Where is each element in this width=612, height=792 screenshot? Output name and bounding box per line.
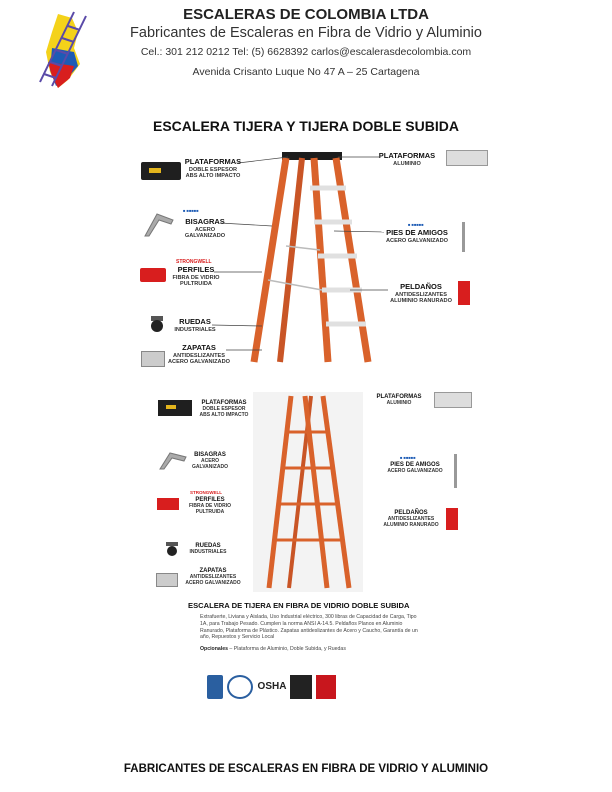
plataforma-aluminio-image-2: [434, 392, 472, 408]
cert-logo-1: [207, 675, 223, 699]
plataformas-right-label: PLATAFORMAS ALUMINIO: [378, 151, 436, 167]
bisagras-label: BISAGRAS ACERO GALVANIZADO: [184, 217, 226, 240]
company-tagline: Fabricantes de Escaleras en Fibra de Vidrio y Aluminio: [130, 25, 482, 41]
optional-label: Opcionales: [200, 646, 228, 652]
description-optional: [200, 646, 424, 652]
footer-text: FABRICANTES DE ESCALERAS EN FIBRA DE VIDRIO Y ALUMINIO: [123, 763, 489, 775]
cert-logo-2: [227, 675, 253, 699]
strongwell-logo: STRONGWELL: [176, 259, 212, 265]
page-title: ESCALERA TIJERA Y TIJERA DOBLE SUBIDA: [153, 118, 459, 134]
zapatas-label-2: ZAPATAS ANTIDESLIZANTES ACERO GALVANIZADO: [185, 568, 241, 586]
cert-logo-4: [290, 675, 312, 699]
strongwell-logo-2: STRONGWELL: [190, 490, 222, 495]
contact-line: Cel.: 301 212 0212 Tel: (5) 6628392 carlos@escalerasdecolombia.com: [140, 46, 472, 58]
pies-brand-small: ■ ■■■■■: [408, 222, 424, 227]
plataformas-right-label-2: PLATAFORMAS ALUMINIO: [376, 394, 422, 406]
plataformas-left-label-2: PLATAFORMAS DOBLE ESPESOR ABS ALTO IMPACTO: [199, 400, 249, 418]
ruedas-label-2: RUEDAS INDUSTRIALES: [189, 543, 227, 555]
stepladder-image-double: [253, 392, 363, 592]
cert-logo-osha: OSHA: [257, 681, 287, 692]
pies-amigos-label-2: PIES DE AMIGOS ACERO GALVANIZADO: [387, 462, 443, 474]
bisagras-label-2: BISAGRAS ACERO GALVANIZADO: [192, 452, 228, 470]
address-line: Avenida Crisanto Luque No 47 A – 25 Cartagena: [192, 66, 420, 78]
company-name: ESCALERAS DE COLOMBIA LTDA: [183, 6, 429, 23]
ruedas-label: RUEDAS INDUSTRIALES: [174, 317, 216, 333]
description-body: Extrafuerte, Liviana y Aislada, Uso Industrial eléctrico, 300 libras de Capacidad de Carga, Tipo 1A, para Trabajo Pesado. Cumplen la norma ANSI A-14.5. Peldaños Planos en Aluminio Ranurado, Plataforma de Plástico. Zapatas antideslizantes de Acero y Caucho, Garantía de un año, Repuestos y Servicio Local: [200, 614, 418, 641]
plataforma-abs-image-2: [158, 400, 192, 416]
zapata-image-2: [156, 573, 178, 587]
cert-logo-5: [316, 675, 336, 699]
pies-amigos-label: PIES DE AMIGOS ACERO GALVANIZADO: [386, 228, 448, 244]
perfil-image-2: [157, 498, 179, 510]
perfiles-brand-small: ■ ■■■■■: [183, 208, 199, 213]
pies-brand-small-2: ■ ■■■■■: [400, 455, 416, 460]
zapatas-label: ZAPATAS ANTIDESLIZANTES ACERO GALVANIZADO: [168, 343, 230, 366]
peldano-image-2: [446, 508, 458, 530]
peldanos-label-2: PELDAÑOS ANTIDESLIZANTES ALUMINIO RANURADO: [383, 510, 439, 528]
plataformas-left-label: PLATAFORMAS DOBLE ESPESOR ABS ALTO IMPACTO: [184, 157, 242, 180]
description-title: ESCALERA DE TIJERA EN FIBRA DE VIDRIO DOBLE SUBIDA: [188, 601, 410, 610]
perfiles-label: PERFILES FIBRA DE VIDRIO PULTRUIDA: [172, 265, 220, 288]
optional-text: – Plataforma de Aluminio, Doble Subida, y Ruedas: [227, 646, 346, 652]
peldanos-label: PELDAÑOS ANTIDESLIZANTES ALUMINIO RANURADO: [390, 282, 452, 305]
rueda-image-2: [163, 541, 181, 557]
perfiles-label-2: PERFILES FIBRA DE VIDRIO PULTRUIDA: [188, 497, 232, 515]
pie-amigo-image-2: [454, 454, 457, 488]
